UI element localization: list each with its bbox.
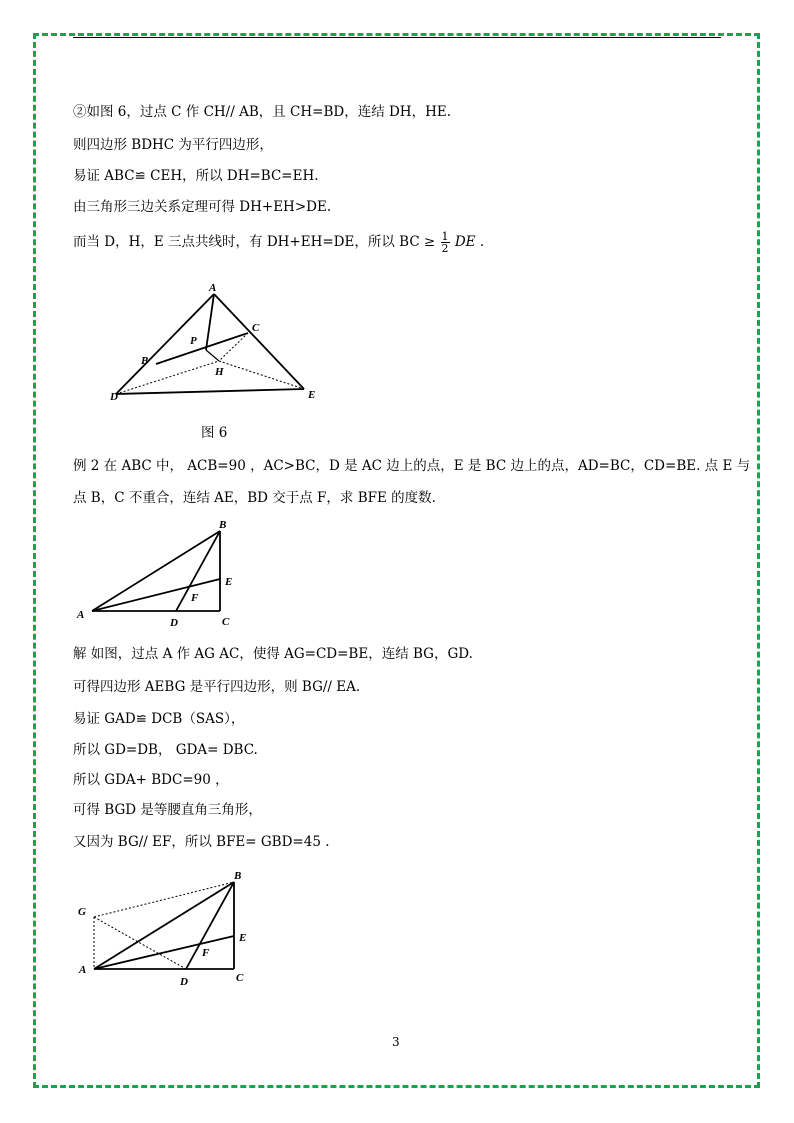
fig3-seg-AB — [94, 882, 234, 969]
fig2-label-D: D — [170, 617, 178, 629]
fraction-denominator: 2 — [441, 242, 449, 255]
page-number: 3 — [392, 1035, 400, 1049]
text-line-2: 则四边形 BDHC 为平行四边形， — [73, 137, 273, 153]
fig3-label-B: B — [234, 870, 242, 882]
text-line-1: ②如图 6，过点 C 作 CH// AB，且 CH=BD，连结 DH，HE. — [73, 104, 451, 120]
text-line-10: 易证 GAD≌ DCB（SAS）， — [73, 711, 245, 727]
fig3-label-G: G — [78, 906, 86, 918]
fig2-label-C: C — [222, 616, 230, 628]
text-line-6: 例 2 在 ABC 中， ACB=90 ，AC>BC，D 是 AC 边上的点，E 是 BC 边上的点，AD=BC，CD=BE. 点 E 与 — [73, 458, 751, 474]
header-rule — [73, 37, 721, 38]
fig3-label-F: F — [202, 947, 210, 959]
fig2-label-F: F — [191, 592, 199, 604]
figure-example-2 — [70, 515, 250, 630]
fig2-seg-AB — [92, 531, 220, 611]
fig6-seg-AD — [116, 294, 214, 394]
text-line-8: 解 如图，过点 A 作 AG AC，使得 AG=CD=BE，连结 BG，GD. — [73, 646, 473, 662]
fig2-label-A: A — [77, 609, 85, 621]
fig3-label-D: D — [180, 976, 188, 988]
fig6-label-P: P — [190, 335, 197, 347]
fig6-label-C: C — [252, 322, 260, 334]
text-line-4: 由三角形三边关系定理可得 DH+EH>DE. — [73, 199, 332, 215]
text-line-5-start: 而当 D，H，E 三点共线时，有 DH+EH=DE，所以 BC ≥ — [73, 234, 436, 250]
fig3-seg-GB — [94, 882, 234, 917]
fig6-label-B: B — [141, 355, 149, 367]
fig6-label-A: A — [209, 282, 217, 294]
text-line-7: 点 B，C 不重合，连结 AE，BD 交于点 F，求 BFE 的度数. — [73, 490, 436, 506]
text-line-3: 易证 ABC≌ CEH，所以 DH=BC=EH. — [73, 168, 319, 184]
text-line-9: 可得四边形 AEBG 是平行四边形，则 BG// EA. — [73, 679, 361, 695]
text-line-13: 可得 BGD 是等腰直角三角形， — [73, 802, 262, 818]
fig6-seg-DE — [116, 389, 304, 394]
figure-6-caption: 图 6 — [201, 425, 228, 441]
fraction-numerator: 1 — [441, 230, 449, 243]
text-line-14: 又因为 BG// EF，所以 BFE= GBD=45 . — [73, 834, 330, 850]
fig6-seg-AP — [206, 294, 214, 350]
fig6-label-D: D — [110, 391, 118, 403]
fraction-one-half — [441, 231, 450, 254]
fig3-label-E: E — [239, 932, 247, 944]
text-line-5 — [73, 231, 484, 254]
fig6-seg-AE — [214, 294, 304, 389]
fig2-label-E: E — [225, 576, 233, 588]
fig6-label-H: H — [215, 366, 224, 378]
fig2-label-B: B — [219, 519, 227, 531]
figure-solution — [70, 865, 260, 990]
fig6-seg-BC — [156, 333, 248, 364]
text-line-12: 所以 GDA+ BDC=90 ， — [73, 772, 229, 788]
fig3-label-C: C — [236, 972, 244, 984]
fig6-seg-PH — [206, 350, 219, 361]
fig3-seg-AE — [94, 936, 234, 969]
text-line-5-end: DE . — [454, 234, 485, 250]
text-line-11: 所以 GD=DB， GDA= DBC. — [73, 742, 258, 758]
fig3-label-A: A — [79, 964, 87, 976]
fig2-seg-AE — [92, 579, 220, 611]
fig3-seg-BD — [186, 882, 234, 969]
fig6-label-E: E — [308, 389, 316, 401]
figure-6 — [100, 280, 330, 410]
